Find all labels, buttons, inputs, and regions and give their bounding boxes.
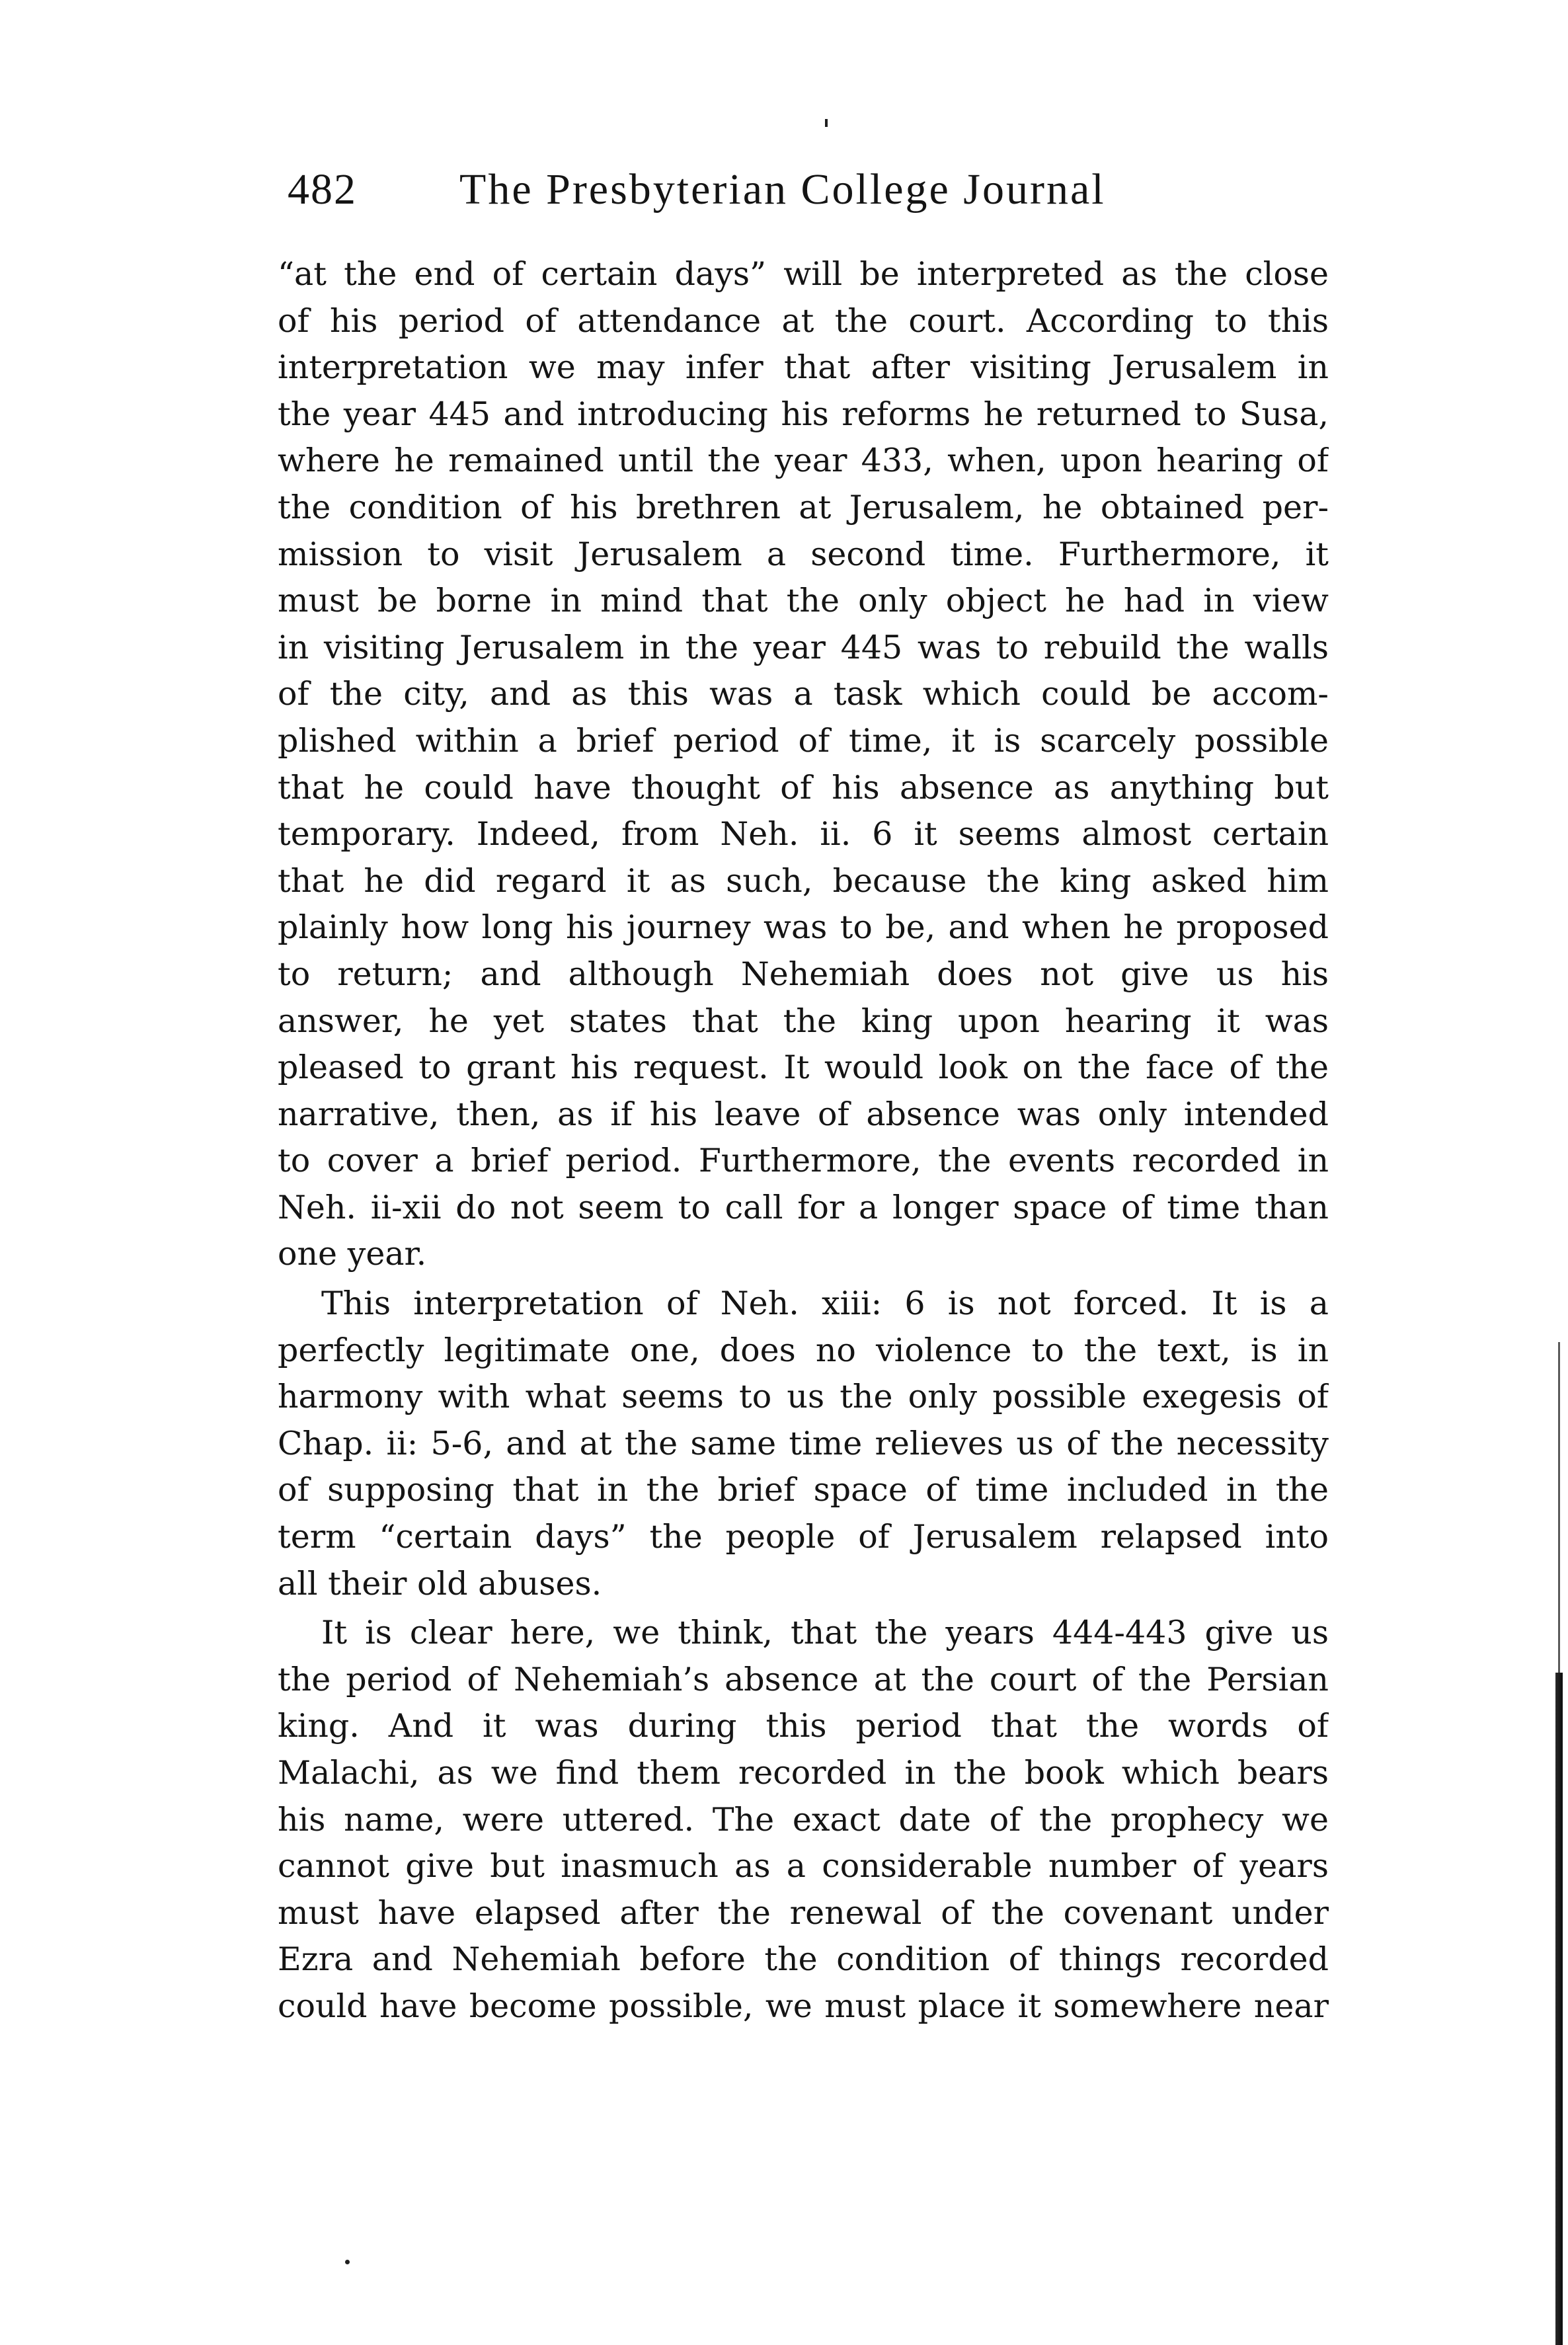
text-line: could have become possible, we must place it somewhere near bbox=[278, 1987, 1329, 2025]
text-line: the period of Nehemiah’s absence at the court of the Persian bbox=[278, 1660, 1329, 1698]
text-line: must be borne in mind that the only object he had in view bbox=[278, 582, 1329, 620]
paragraph-1 bbox=[278, 251, 1329, 1278]
text-line: in visiting Jerusalem in the year 445 was to rebuild the walls bbox=[278, 628, 1329, 666]
text-line: cannot give but inasmuch as a considerable number of years bbox=[278, 1847, 1329, 1886]
text-line: that he did regard it as such, because the king asked him bbox=[278, 861, 1329, 900]
text-line: mission to visit Jerusalem a second time. Furthermore, it bbox=[278, 535, 1329, 573]
ink-speck-bottom bbox=[345, 2260, 350, 2264]
text-line: where he remained until the year 433, when, upon hearing of bbox=[278, 442, 1329, 480]
running-head bbox=[288, 160, 1332, 219]
journal-title: The Presbyterian College Journal bbox=[459, 165, 1106, 214]
text-line: all their old abuses. bbox=[278, 1564, 602, 1603]
text-line: to return; and although Nehemiah does not give us his bbox=[278, 955, 1329, 993]
text-line: must have elapsed after the renewal of the covenant under bbox=[278, 1893, 1329, 1932]
text-line: Malachi, as we find them recorded in the book which bears bbox=[278, 1754, 1329, 1792]
paragraph-3 bbox=[278, 1610, 1329, 2030]
text-line: perfectly legitimate one, does no violence to the text, is in bbox=[278, 1331, 1329, 1369]
page-edge-shadow-thin bbox=[1558, 1342, 1560, 1673]
text-line: term “certain days” the people of Jerusalem relapsed into bbox=[278, 1518, 1329, 1556]
text-line: the year 445 and introducing his reforms he returned to Susa, bbox=[278, 395, 1329, 433]
text-line: of his period of attendance at the court. According to this bbox=[278, 301, 1329, 340]
text-line: Chap. ii: 5-6, and at the same time relieves us of the necessity bbox=[278, 1424, 1329, 1462]
text-line: This interpretation of Neh. xiii: 6 is not forced. It is a bbox=[321, 1285, 1329, 1323]
text-line: the condition of his brethren at Jerusalem, he obtained per- bbox=[278, 488, 1329, 526]
paragraph-2 bbox=[278, 1281, 1329, 1607]
text-line: plainly how long his journey was to be, and when he proposed bbox=[278, 908, 1329, 947]
text-line: answer, he yet states that the king upon hearing it was bbox=[278, 1002, 1329, 1040]
page-edge-shadow bbox=[1555, 1673, 1563, 2345]
body-text bbox=[278, 251, 1329, 2030]
text-line: Ezra and Nehemiah before the condition of things recorded bbox=[278, 1940, 1329, 1979]
text-line: pleased to grant his request. It would look on the face of the bbox=[278, 1049, 1329, 1087]
text-line: temporary. Indeed, from Neh. ii. 6 it seems almost certain bbox=[278, 815, 1329, 854]
text-line: interpretation we may infer that after visiting Jerusalem in bbox=[278, 348, 1329, 387]
page-number: 482 bbox=[288, 165, 357, 214]
ink-speck-top bbox=[825, 119, 828, 127]
text-line: Neh. ii-xii do not seem to call for a longer space of time than bbox=[278, 1188, 1329, 1226]
text-line: narrative, then, as if his leave of absence was only intended bbox=[278, 1095, 1329, 1133]
text-line: It is clear here, we think, that the years 444-443 give us bbox=[321, 1614, 1329, 1652]
text-line: that he could have thought of his absence as anything but bbox=[278, 768, 1329, 807]
text-line: “at the end of certain days” will be interpreted as the close bbox=[278, 255, 1329, 293]
text-line: one year. bbox=[278, 1235, 427, 1273]
text-line: his name, were uttered. The exact date of the prophecy we bbox=[278, 1800, 1329, 1839]
text-line: to cover a brief period. Furthermore, the events recorded in bbox=[278, 1142, 1329, 1180]
text-line: king. And it was during this period that the words of bbox=[278, 1707, 1329, 1745]
text-line: harmony with what seems to us the only possible exegesis of bbox=[278, 1378, 1329, 1416]
text-line: of the city, and as this was a task which could be accom- bbox=[278, 675, 1329, 713]
text-line: plished within a brief period of time, it is scarcely possible bbox=[278, 721, 1329, 760]
text-line: of supposing that in the brief space of time included in the bbox=[278, 1471, 1329, 1509]
